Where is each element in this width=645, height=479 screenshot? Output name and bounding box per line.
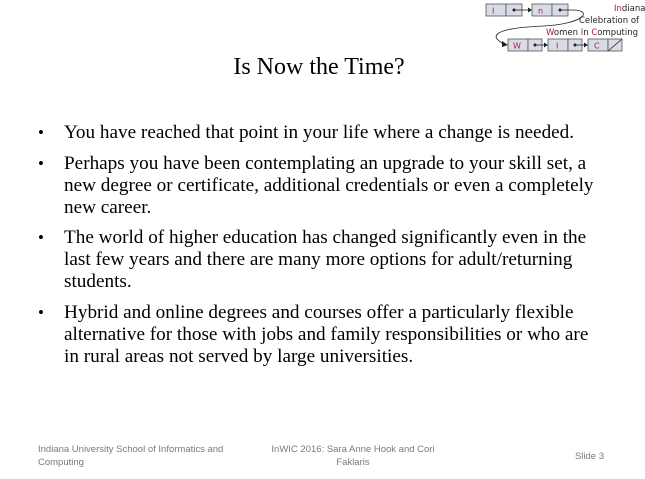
bullet-item: [38, 122, 598, 144]
bullet-item: [38, 153, 598, 219]
logo-box-c: C: [594, 41, 600, 51]
logo-line-indiana: Indiana: [614, 4, 645, 14]
footer-institution: Indiana University School of Informatics and Computing: [38, 444, 224, 468]
bullet-icon: •: [38, 123, 44, 142]
slide-number: Slide 3: [574, 451, 604, 462]
inwic-logo: [484, 2, 645, 52]
slide-title: Is Now the Time?: [233, 54, 405, 80]
bullet-text: Perhaps you have been contemplating an upgrade to your skill set, a new degree or certificate, additional credentials or even a completely new career.: [64, 152, 594, 218]
logo-box-w: W: [513, 41, 521, 51]
logo-line-women-in-computing: Women In Computing: [546, 28, 639, 38]
bullet-icon: •: [38, 302, 44, 322]
logo-box-n-top: n: [538, 6, 544, 16]
logo-box-i-bottom: I: [556, 41, 559, 51]
bullet-icon: •: [38, 153, 44, 173]
bullet-item: [38, 302, 598, 368]
logo-bottom-row: [508, 39, 622, 51]
bullet-text: The world of higher education has changed significantly even in the last few years and there are many more options for adult/returning students.: [64, 227, 587, 292]
logo-line-celebration: Celebration of: [579, 16, 640, 26]
bullet-text: You have reached that point in your life where a change is needed.: [64, 122, 575, 143]
bullet-list: [38, 122, 598, 376]
bullet-item: [38, 227, 598, 293]
logo-box-i-top: I: [492, 6, 495, 16]
footer-authors: InWIC 2016: Sara Anne Hook and Cori Faklaris: [271, 444, 435, 468]
bullet-icon: •: [38, 228, 44, 247]
bullet-text: Hybrid and online degrees and courses offer a particularly flexible alternative for those with jobs and family responsibilities or who are in rural areas not served by large universities.: [64, 301, 589, 367]
